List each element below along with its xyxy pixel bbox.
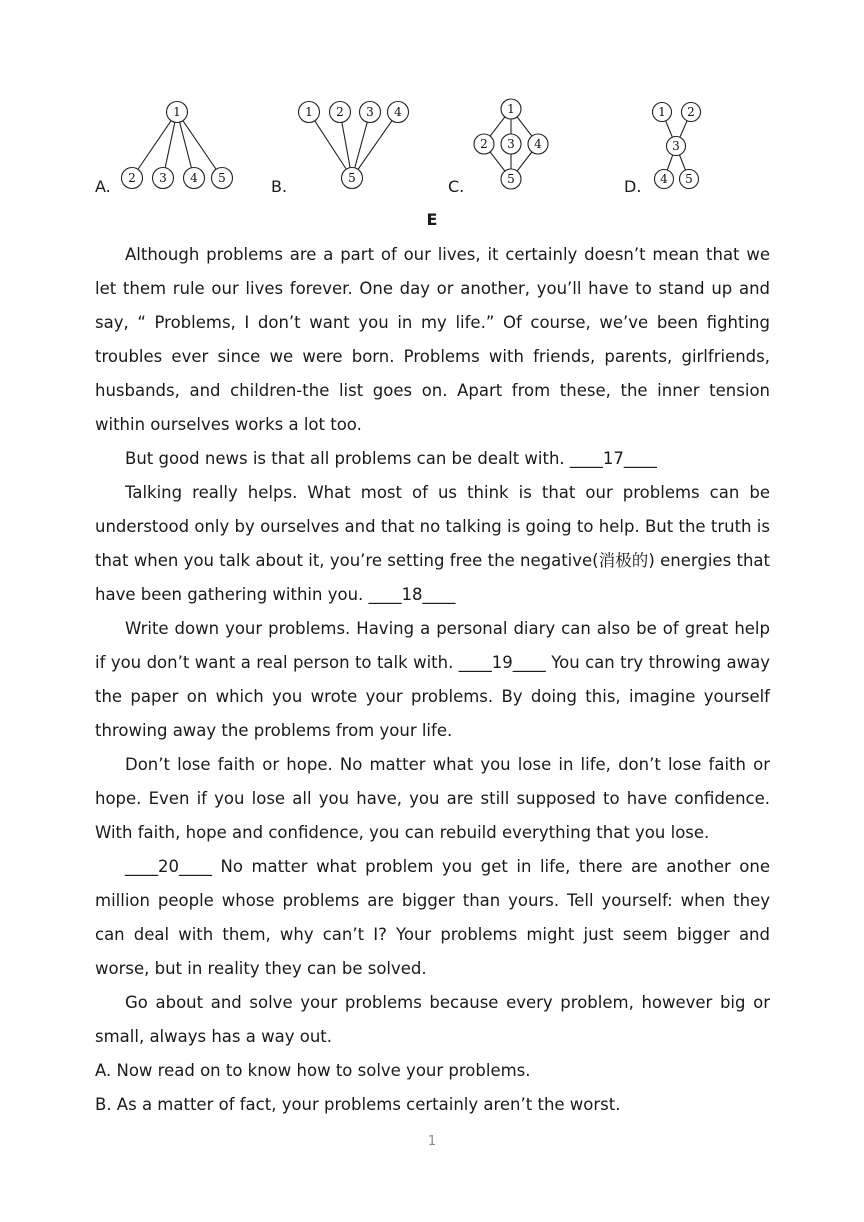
diagram-node (212, 168, 233, 189)
diagram-a (118, 95, 240, 195)
svg-text:5: 5 (348, 171, 356, 185)
option-d-label: D. (624, 177, 642, 196)
diagram-node (528, 134, 548, 154)
svg-text:4: 4 (534, 137, 542, 151)
diagram-node (501, 99, 521, 119)
diagram-node (167, 102, 188, 123)
svg-text:3: 3 (672, 139, 680, 153)
option-c-label: C. (448, 177, 465, 196)
diagram-node (667, 137, 686, 156)
diagram-node (501, 169, 521, 189)
svg-text:2: 2 (480, 137, 488, 151)
option-diagrams (0, 95, 864, 200)
diagram-node (501, 134, 521, 154)
diagram-node (655, 170, 674, 189)
svg-text:1: 1 (658, 105, 666, 119)
section-title: E (426, 210, 438, 229)
svg-text:5: 5 (685, 172, 693, 186)
diagram-node (682, 103, 701, 122)
diagram-node (360, 102, 381, 123)
option-a-text: A. Now read on to know how to solve your problems. (95, 1061, 531, 1080)
diagram-node (388, 102, 409, 123)
svg-text:4: 4 (190, 171, 198, 185)
paragraph: Write down your problems. Having a personal diary can also be of great help if you don’t want a real person to talk with. ____19____ You can try throwing away the paper on which you wrote your problems. By doing this, imagine yourself throwing away the problems from your life. (95, 619, 770, 740)
diagram-node (184, 168, 205, 189)
svg-text:2: 2 (128, 171, 136, 185)
diagram-c (466, 95, 556, 195)
paragraph: Although problems are a part of our lives, it certainly doesn’t mean that we let them rule our lives forever. One day or another, you’ll have to stand up and say, “ Problems, I don’t want you in my life.” Of course, we’ve been fighting troubles ever since we were born. Problems with friends, parents, girlfriends, husbands, and children-the list goes on. Apart from these, the inner tension within ourselves works a lot too. (95, 245, 770, 434)
paragraph: Talking really helps. What most of us think is that our problems can be understood only by ourselves and that no talking is going to help. But the truth is that when you talk about it, you’re setting free the negative(消极的) energies that have been gathering within you. ____18____ (95, 483, 770, 604)
passage (95, 238, 770, 1122)
svg-text:2: 2 (687, 105, 695, 119)
option-b-text: B. As a matter of fact, your problems certainly aren’t the worst. (95, 1095, 621, 1114)
paragraph: Go about and solve your problems because every problem, however big or small, always has a way out. (95, 993, 770, 1046)
diagram-node (653, 103, 672, 122)
diagram-node (474, 134, 494, 154)
diagram-node (680, 170, 699, 189)
svg-text:3: 3 (159, 171, 167, 185)
paragraph: Don’t lose faith or hope. No matter what you lose in life, don’t lose faith or hope. Even if you lose all you have, you are still supposed to have confidence. With faith, hope and confidence, you can rebuild everything that you lose. (95, 755, 770, 842)
paragraph: But good news is that all problems can be dealt with. ____17____ (125, 449, 657, 468)
option-a-label: A. (95, 177, 111, 196)
svg-text:4: 4 (394, 105, 402, 119)
option-b-label: B. (271, 177, 288, 196)
diagram-node (330, 102, 351, 123)
diagram-node (153, 168, 174, 189)
diagram-d (646, 95, 710, 195)
diagram-node (299, 102, 320, 123)
svg-text:5: 5 (218, 171, 226, 185)
paragraph: ____20____ No matter what problem you get in life, there are another one million people whose problems are bigger than yours. Tell yourself: when they can deal with them, why can’t I? Your problems might just seem bigger and worse, but in reality they can be solved. (95, 857, 770, 978)
diagram-b (294, 95, 416, 195)
svg-text:3: 3 (366, 105, 374, 119)
svg-text:3: 3 (507, 137, 515, 151)
svg-text:2: 2 (336, 105, 344, 119)
svg-text:1: 1 (507, 102, 515, 116)
page-number: 1 (427, 1134, 437, 1149)
svg-text:5: 5 (507, 172, 515, 186)
diagram-node (342, 168, 363, 189)
svg-text:1: 1 (305, 105, 313, 119)
svg-text:1: 1 (173, 105, 181, 119)
svg-text:4: 4 (660, 172, 668, 186)
diagram-node (122, 168, 143, 189)
